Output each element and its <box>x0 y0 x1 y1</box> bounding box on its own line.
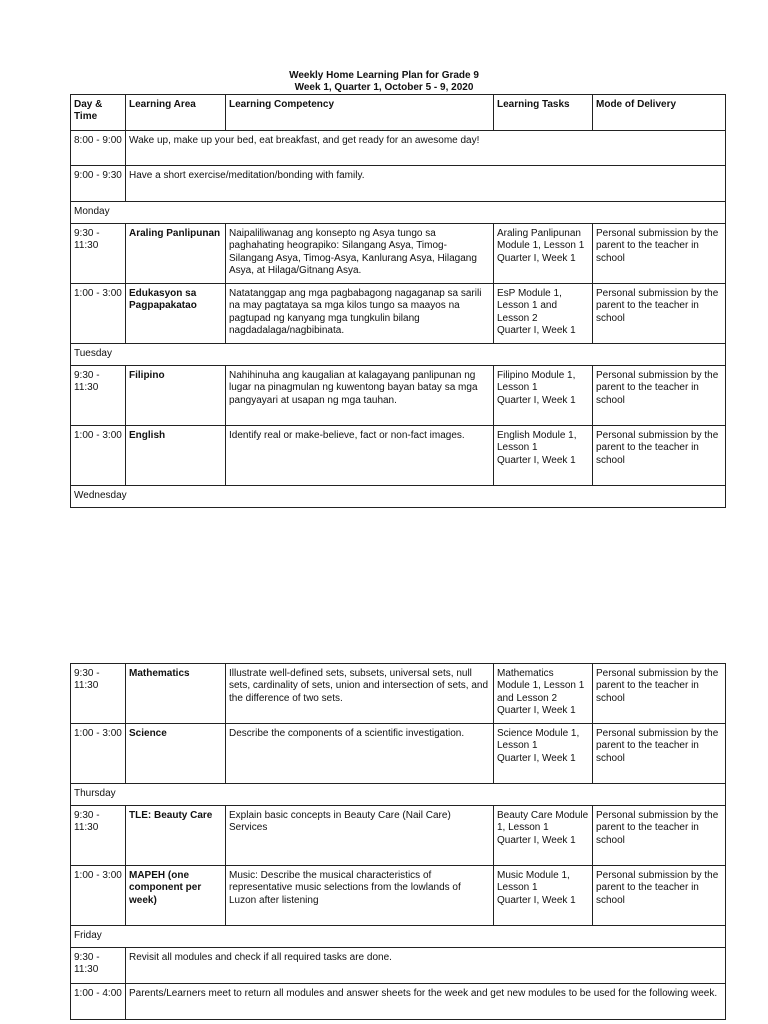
learning-competency-cell: Naipaliliwanag ang konsepto ng Asya tungo sa paghahating heograpiko: Silangang Asya, Timog-Silangang Asya, Timog-Asya, Kanlurang Asya, Hilagang Asya, at Hilaga/Gitnang Asya. <box>226 224 494 284</box>
learning-plan-table-page-2 <box>70 663 726 1020</box>
time-cell: 1:00 - 3:00 <box>71 724 126 784</box>
time-cell: 9:30 - 11:30 <box>71 366 126 426</box>
learning-tasks-cell: EsP Module 1, Lesson 1 and Lesson 2 Quarter I, Week 1 <box>494 284 593 344</box>
mode-of-delivery-cell: Personal submission by the parent to the teacher in school <box>593 866 726 926</box>
learning-tasks-cell: English Module 1, Lesson 1 Quarter I, Week 1 <box>494 426 593 486</box>
lesson-row <box>71 224 726 284</box>
header-day-time: Day & Time <box>71 95 126 131</box>
learning-tasks-cell: Filipino Module 1, Lesson 1 Quarter I, Week 1 <box>494 366 593 426</box>
mode-of-delivery-cell: Personal submission by the parent to the teacher in school <box>593 664 726 724</box>
day-label: Wednesday <box>71 486 726 508</box>
header-mode-of-delivery: Mode of Delivery <box>593 95 726 131</box>
mode-of-delivery-cell: Personal submission by the parent to the teacher in school <box>593 806 726 866</box>
learning-tasks-cell: Beauty Care Module 1, Lesson 1 Quarter I, Week 1 <box>494 806 593 866</box>
learning-area-cell: English <box>126 426 226 486</box>
header-learning-tasks: Learning Tasks <box>494 95 593 131</box>
day-label: Thursday <box>71 784 726 806</box>
activity-row <box>71 984 726 1020</box>
day-row <box>71 344 726 366</box>
mode-of-delivery-cell: Personal submission by the parent to the teacher in school <box>593 284 726 344</box>
time-cell: 1:00 - 4:00 <box>71 984 126 1020</box>
learning-area-cell: TLE: Beauty Care <box>126 806 226 866</box>
mode-of-delivery-cell: Personal submission by the parent to the teacher in school <box>593 426 726 486</box>
mode-of-delivery-cell: Personal submission by the parent to the teacher in school <box>593 224 726 284</box>
learning-competency-cell: Identify real or make-believe, fact or non-fact images. <box>226 426 494 486</box>
activity-cell: Have a short exercise/meditation/bonding with family. <box>126 166 726 202</box>
time-cell: 9:30 - 11:30 <box>71 948 126 984</box>
table-body <box>71 664 726 1020</box>
learning-competency-cell: Music: Describe the musical characteristics of representative music selections from the lowlands of Luzon after listening <box>226 866 494 926</box>
learning-competency-cell: Nahihinuha ang kaugalian at kalagayang panlipunan ng lugar na pinagmulan ng kuwentong bayan batay sa mga pangyayari at usapan ng mga tauhan. <box>226 366 494 426</box>
day-label: Friday <box>71 926 726 948</box>
header-learning-competency: Learning Competency <box>226 95 494 131</box>
lesson-row <box>71 806 726 866</box>
lesson-row <box>71 426 726 486</box>
learning-area-cell: Araling Panlipunan <box>126 224 226 284</box>
learning-plan-table-page-1 <box>70 94 726 508</box>
learning-tasks-cell: Mathematics Module 1, Lesson 1 and Lesson 2 Quarter I, Week 1 <box>494 664 593 724</box>
activity-row <box>71 131 726 166</box>
time-cell: 9:00 - 9:30 <box>71 166 126 202</box>
learning-tasks-cell: Music Module 1, Lesson 1 Quarter I, Week 1 <box>494 866 593 926</box>
learning-area-cell: MAPEH (one component per week) <box>126 866 226 926</box>
day-row <box>71 926 726 948</box>
learning-area-cell: Filipino <box>126 366 226 426</box>
lesson-row <box>71 366 726 426</box>
time-cell: 1:00 - 3:00 <box>71 426 126 486</box>
time-cell: 9:30 - 11:30 <box>71 224 126 284</box>
plan-title: Weekly Home Learning Plan for Grade 9 <box>289 70 479 81</box>
lesson-row <box>71 724 726 784</box>
time-cell: 9:30 - 11:30 <box>71 806 126 866</box>
time-cell: 8:00 - 9:00 <box>71 131 126 166</box>
learning-competency-cell: Natatanggap ang mga pagbabagong nagaganap sa sarili na may pagtataya sa mga kilos tungo sa maayos na pagtupad ng kanyang mga tungkulin bilang nagdadalaga/nagbibinata. <box>226 284 494 344</box>
mode-of-delivery-cell: Personal submission by the parent to the teacher in school <box>593 366 726 426</box>
activity-cell: Parents/Learners meet to return all modules and answer sheets for the week and get new modules to be used for the following week. <box>126 984 726 1020</box>
lesson-row <box>71 284 726 344</box>
activity-row <box>71 948 726 984</box>
activity-row <box>71 166 726 202</box>
header-learning-area: Learning Area <box>126 95 226 131</box>
lesson-row <box>71 664 726 724</box>
day-row <box>71 202 726 224</box>
day-row <box>71 486 726 508</box>
activity-cell: Revisit all modules and check if all required tasks are done. <box>126 948 726 984</box>
lesson-row <box>71 866 726 926</box>
mode-of-delivery-cell: Personal submission by the parent to the teacher in school <box>593 724 726 784</box>
learning-area-cell: Science <box>126 724 226 784</box>
learning-area-cell: Mathematics <box>126 664 226 724</box>
time-cell: 1:00 - 3:00 <box>71 284 126 344</box>
learning-competency-cell: Describe the components of a scientific investigation. <box>226 724 494 784</box>
time-cell: 1:00 - 3:00 <box>71 866 126 926</box>
activity-cell: Wake up, make up your bed, eat breakfast, and get ready for an awesome day! <box>126 131 726 166</box>
table-header-row <box>71 95 726 131</box>
learning-tasks-cell: Science Module 1, Lesson 1 Quarter I, Week 1 <box>494 724 593 784</box>
day-row <box>71 784 726 806</box>
learning-area-cell: Edukasyon sa Pagpapakatao <box>126 284 226 344</box>
time-cell: 9:30 - 11:30 <box>71 664 126 724</box>
day-label: Monday <box>71 202 726 224</box>
learning-competency-cell: Explain basic concepts in Beauty Care (Nail Care) Services <box>226 806 494 866</box>
learning-tasks-cell: Araling Panlipunan Module 1, Lesson 1 Quarter I, Week 1 <box>494 224 593 284</box>
day-label: Tuesday <box>71 344 726 366</box>
learning-competency-cell: Illustrate well-defined sets, subsets, universal sets, null sets, cardinality of sets, union and intersection of sets, and the difference of two sets. <box>226 664 494 724</box>
plan-subtitle: Week 1, Quarter 1, October 5 - 9, 2020 <box>294 82 474 93</box>
table-body <box>71 131 726 508</box>
page-gap <box>0 509 768 663</box>
